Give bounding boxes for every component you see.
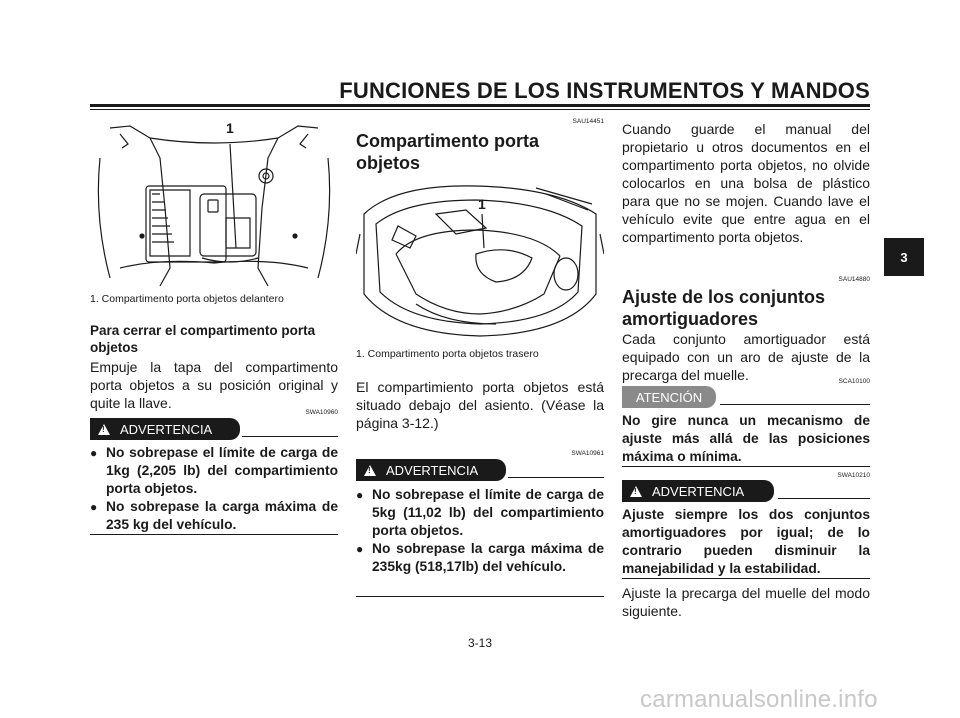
- figure-callout: 1: [226, 120, 234, 136]
- figure-caption: 1. Compartimento porta objetos trasero: [356, 348, 539, 360]
- warning-rule: [778, 498, 870, 499]
- notice-end-rule: [622, 466, 870, 467]
- warning-list: [90, 444, 338, 534]
- chapter-tab[interactable]: 3: [884, 238, 924, 276]
- section-heading: Ajuste de los conjuntos amortiguadores: [622, 287, 826, 329]
- notice-label: ATENCIÓN: [635, 389, 703, 405]
- notice-rule: [720, 404, 870, 405]
- notice-badge: [622, 386, 716, 408]
- warning-list: [356, 486, 604, 576]
- warning-item: ● No sobrepase la carga máxima de 235 kg del vehículo.: [90, 498, 338, 534]
- warning-badge: [356, 459, 506, 481]
- warning-text: Ajuste siempre los dos conjuntos amortiguadores por igual; de lo contrario pueden disminuir la manejabilidad y la estabilidad.: [622, 507, 870, 576]
- page-title: FUNCIONES DE LOS INSTRUMENTOS Y MANDOS: [339, 78, 870, 103]
- warning-badge: [622, 480, 774, 502]
- warning-label: ADVERTENCIA: [120, 421, 213, 437]
- warning-icon: [98, 424, 110, 435]
- figure-caption: 1. Compartimento porta objetos delantero: [90, 293, 284, 305]
- warning-icon: [364, 465, 376, 476]
- header-rule-thin: [90, 109, 870, 110]
- warning-rule: [508, 477, 604, 478]
- warning-code: SWA10960: [305, 409, 338, 416]
- rear-compartment-figure: [356, 174, 604, 342]
- warning-end-rule: [622, 578, 870, 579]
- watermark: carmanualsonline.info: [640, 686, 878, 713]
- warning-item: ● No sobrepase la carga máxima de 235kg (518,17lb) del vehículo.: [356, 540, 604, 576]
- warning-item: ● No sobrepase el límite de carga de 5kg (11,02 lb) del compartimiento porta objetos.: [356, 486, 604, 540]
- body-text: El compartimiento porta objetos está situado debajo del asiento. (Véase la página 3-12.): [356, 379, 604, 431]
- warning-label: ADVERTENCIA: [386, 462, 479, 478]
- warning-icon: [630, 486, 642, 497]
- warning-badge: [90, 418, 240, 440]
- warning-label: ADVERTENCIA: [652, 483, 745, 499]
- header-rule: [90, 104, 870, 107]
- body-text: Cada conjunto amortiguador está equipado con un aro de ajuste de la precarga del muelle.: [622, 331, 870, 383]
- warning-code: SWA10210: [837, 472, 870, 479]
- warning-code: SWA10961: [571, 450, 604, 457]
- body-text: Cuando guarde el manual del propietario u otros documentos en el compartimento porta objetos, no olvide colocarlos en una bolsa de plástico para que no se mojen. Cuando lave el vehículo evite que entre agua en el compartimento porta objetos.: [622, 121, 870, 245]
- section-heading: Compartimento porta objetos: [356, 131, 540, 173]
- warning-rule: [242, 436, 338, 437]
- section-code: SAU14880: [838, 276, 870, 283]
- body-text: Ajuste la precarga del muelle del modo siguiente.: [622, 585, 870, 619]
- page-number: 3-13: [467, 636, 493, 650]
- warning-end-rule: [90, 534, 338, 535]
- figure-callout: 1: [478, 196, 486, 212]
- warning-item: ● No sobrepase el límite de carga de 1kg (2,205 lb) del compartimiento porta objetos.: [90, 444, 338, 498]
- front-compartment-figure: [90, 118, 338, 290]
- front-compartment-illustration: [90, 118, 338, 290]
- notice-code: SCA10100: [838, 378, 870, 385]
- section-code: SAU14451: [572, 118, 604, 125]
- notice-text: No gire nunca un mecanismo de ajuste más allá de las posiciones máxima o mínima.: [622, 413, 870, 464]
- body-text: Empuje la tapa del compartimento porta objetos a su posición original y quite la llave.: [90, 359, 338, 411]
- section-heading: Para cerrar el compartimento porta objetos: [90, 323, 316, 355]
- warning-end-rule: [356, 596, 604, 597]
